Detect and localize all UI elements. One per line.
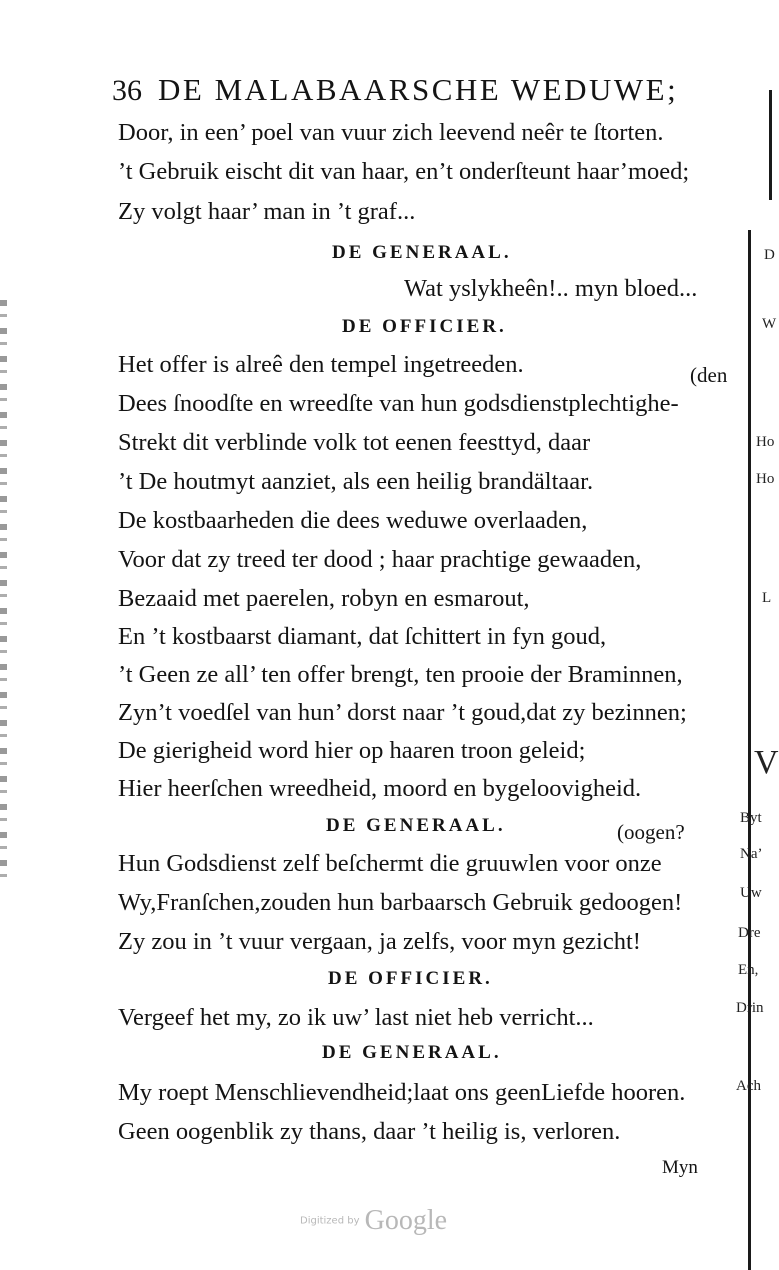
margin-fragment: Byt <box>740 810 762 826</box>
verse-line: My roept Menschlievendheid;laat ons geenLiefde hooren. <box>118 1079 686 1106</box>
margin-fragment: Dre <box>738 925 761 941</box>
google-logo: Google <box>364 1205 448 1236</box>
verse-line: Dees ſnoodſte en wreedſte van hun godsdienstplechtighe- <box>118 390 679 417</box>
margin-fragment: Drin <box>736 1000 764 1016</box>
margin-fragment: En, <box>738 962 759 978</box>
speaker-heading: DE GENERAAL. <box>322 1042 502 1063</box>
verse-line: En ’t kostbaarst diamant, dat ſchittert in fyn goud, <box>118 623 607 650</box>
verse-line: Strekt dit verblinde volk tot eenen feesttyd, daar <box>118 429 591 456</box>
margin-fragment: L <box>762 590 772 606</box>
verse-line: Zyn’t voedſel van hun’ dorst naar ’t goud,dat zy bezinnen; <box>118 699 687 726</box>
verse-line: ’t Gebruik eischt dit van haar, en’t onderſteunt haar’moed; <box>118 158 690 185</box>
verse-line: Voor dat zy treed ter dood ; haar prachtige gewaaden, <box>118 546 642 573</box>
verse-line: Het offer is alreê den tempel ingetreeden. <box>118 351 524 378</box>
verse-line: Zy volgt haar’ man in ’t graf... <box>118 198 416 225</box>
margin-fragment: Uw <box>740 885 762 901</box>
margin-fragment: Ho <box>756 471 775 487</box>
margin-fragment: Na’ <box>740 846 763 862</box>
verse-line: Wat yslykheên!.. myn bloed... <box>404 275 698 302</box>
speaker-heading: DE GENERAAL. <box>332 242 512 263</box>
digitization-watermark <box>300 1205 447 1237</box>
verse-line: Zy zou in ’t vuur vergaan, ja zelfs, voor myn gezicht! <box>118 928 641 955</box>
speaker-heading: DE OFFICIER. <box>342 316 507 337</box>
verse-line: De gierigheid word hier op haaren troon geleid; <box>118 737 586 764</box>
verse-line: ’t De houtmyt aanziet, als een heilig brandältaar. <box>118 468 594 495</box>
verse-line: Vergeef het my, zo ik uw’ last niet heb verricht... <box>118 1004 594 1031</box>
verse-line: ’t Geen ze all’ ten offer brengt, ten prooie der Braminnen, <box>118 661 683 688</box>
gutter-rule-top <box>769 90 772 200</box>
verse-line: Hun Godsdienst zelf beſchermt die gruuwlen voor onze <box>118 850 662 877</box>
catchword: Myn <box>662 1157 698 1178</box>
margin-fragment: Ach <box>736 1078 761 1094</box>
verse-line: Wy,Franſchen,zouden hun barbaarsch Gebruik gedoogen! <box>118 889 683 916</box>
verse-line: Geen oogenblik zy thans, daar ’t heilig is, verloren. <box>118 1118 621 1145</box>
turnover-note: (oogen? <box>617 820 685 844</box>
watermark-prefix: Digitized by <box>300 1215 360 1227</box>
page-header <box>112 72 752 112</box>
margin-fragment: D <box>764 247 775 263</box>
page-number: 36 <box>112 74 142 107</box>
gutter-rule <box>748 230 751 1270</box>
verse-line: Door, in een’ poel van vuur zich leevend neêr te ſtorten. <box>118 119 664 146</box>
speaker-heading: DE GENERAAL. <box>326 815 506 836</box>
verse-line: De kostbaarheden die dees weduwe overlaaden, <box>118 507 588 534</box>
margin-fragment: V <box>754 744 779 781</box>
margin-fragment: W <box>762 316 777 332</box>
turnover-note: (den <box>690 363 728 387</box>
running-title: DE MALABAARSCHE WEDUWE; <box>158 72 679 107</box>
left-page-edge <box>0 300 7 880</box>
verse-line: Bezaaid met paerelen, robyn en esmarout, <box>118 585 530 612</box>
verse-line: Hier heerſchen wreedheid, moord en bygeloovigheid. <box>118 775 642 802</box>
speaker-heading: DE OFFICIER. <box>328 968 493 989</box>
margin-fragment: Ho <box>756 434 775 450</box>
